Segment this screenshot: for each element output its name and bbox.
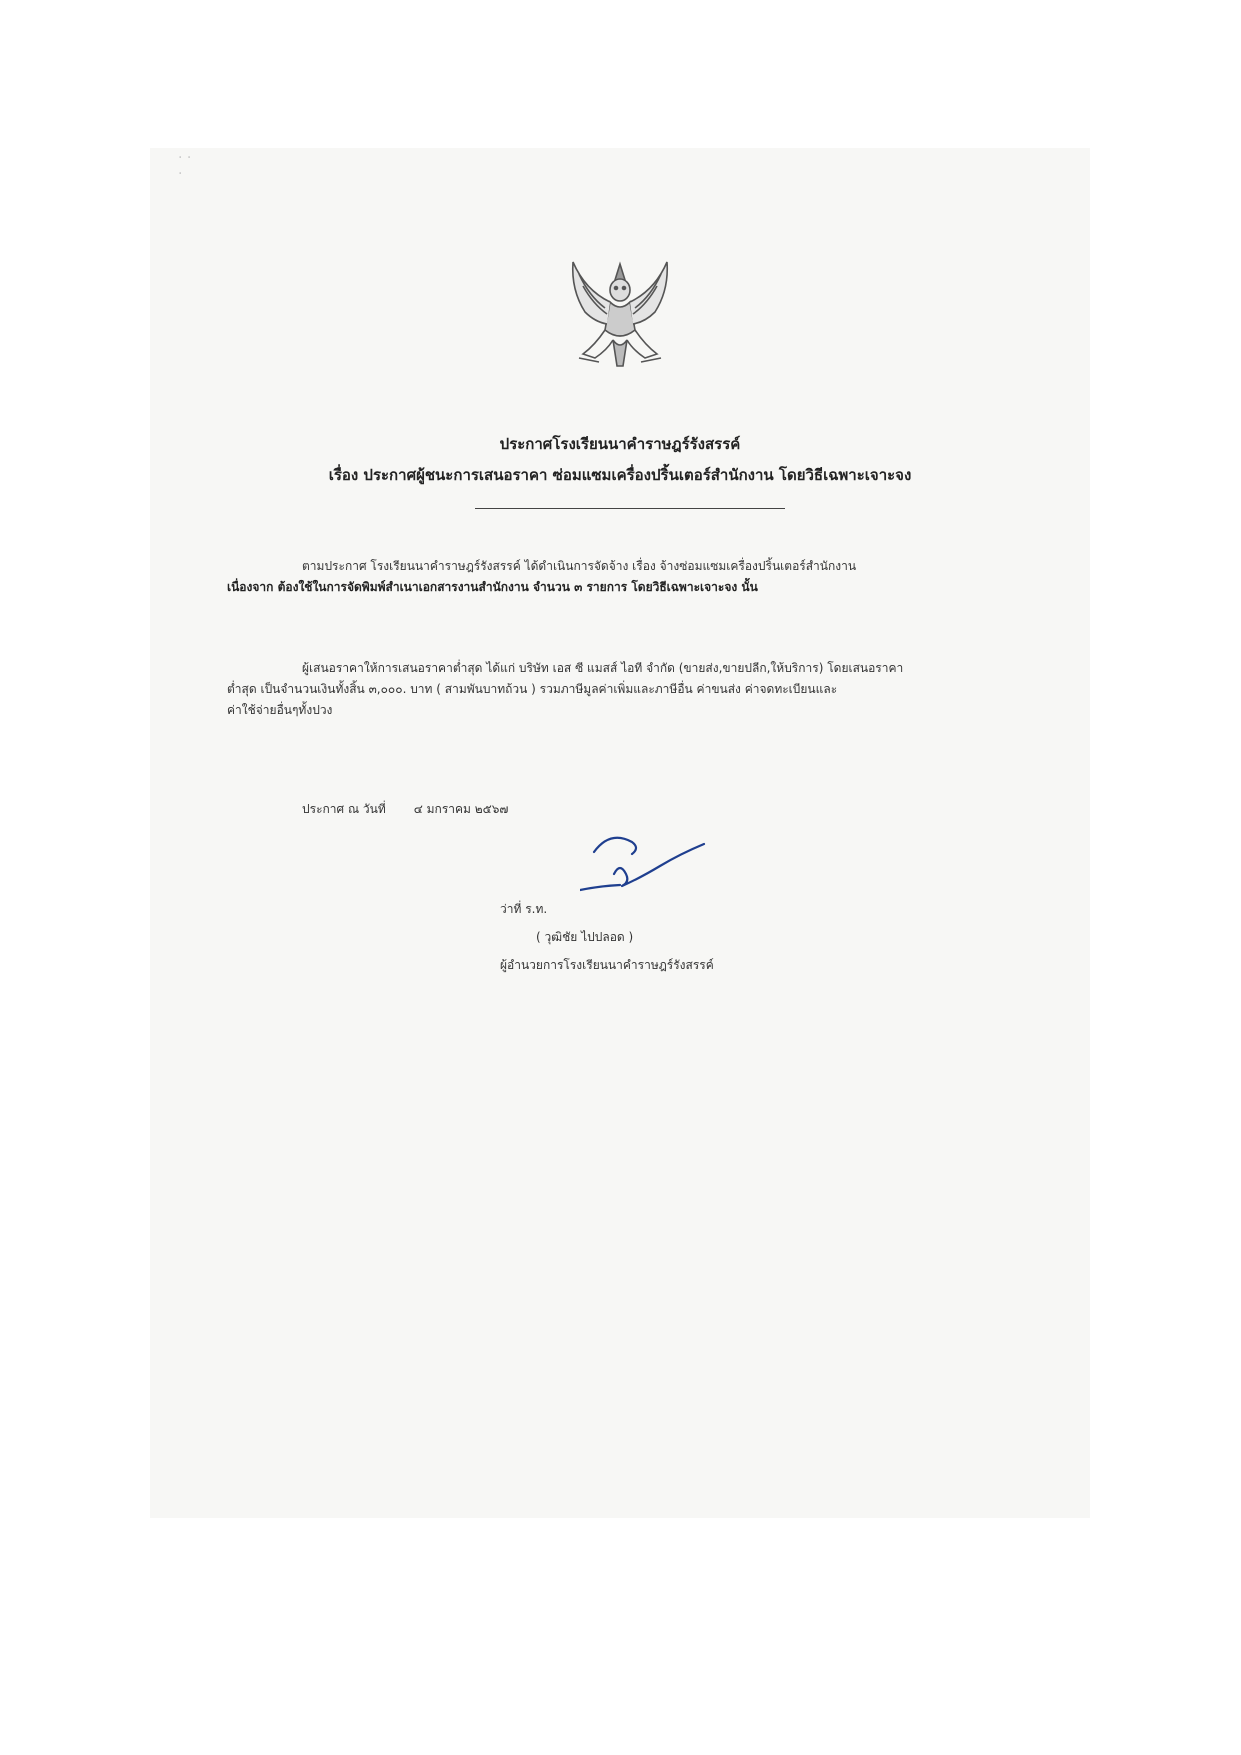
garuda-emblem-icon xyxy=(555,250,685,380)
paragraph-2-line-2: ต่ำสุด เป็นจำนวนเงินทั้งสิ้น ๓,๐๐๐. บาท ( สามพันบาทถ้วน ) รวมภาษีมูลค่าเพิ่มและภาษีอื่น ค่าขนส่ง ค่าจดทะเบียนและ xyxy=(227,682,838,696)
announce-date-line xyxy=(302,800,508,819)
acting-rank: ว่าที่ ร.ท. xyxy=(500,902,548,916)
signer-title: ผู้อำนวยการโรงเรียนนาคำราษฎร์รังสรรค์ xyxy=(500,958,714,972)
signature-icon xyxy=(580,828,720,900)
paragraph-2-line-3: ค่าใช้จ่ายอื่นๆทั้งปวง xyxy=(227,703,333,717)
paragraph-winner xyxy=(227,658,1017,721)
paragraph-procurement xyxy=(227,556,1017,598)
title-underline xyxy=(475,508,785,509)
paragraph-2-line-1: ผู้เสนอราคาให้การเสนอราคาต่ำสุด ได้แก่ บริษัท เอส ซี แมสส์ ไอที จำกัด (ขายส่ง,ขายปลีก,ให้บริการ) โดยเสนอราคา xyxy=(302,661,904,675)
paragraph-1-line-2: เนื่องจาก ต้องใช้ในการจัดพิมพ์สำเนาเอกสารงานสำนักงาน จำนวน ๓ รายการ โดยวิธีเฉพาะเจาะจง นั้น xyxy=(227,580,758,594)
announcement-subject: เรื่อง ประกาศผู้ชนะการเสนอราคา ซ่อมแซมเครื่องปริ้นเตอร์สำนักงาน โดยวิธีเฉพาะเจาะจง xyxy=(328,466,912,484)
signer-name: ( วุฒิชัย ไปปลอด ) xyxy=(536,930,634,944)
scan-mark: · · · xyxy=(178,150,192,182)
announce-date: ๔ มกราคม ๒๕๖๗ xyxy=(413,802,509,816)
announce-label: ประกาศ ณ วันที่ xyxy=(302,802,386,816)
paragraph-1-line-1: ตามประกาศ โรงเรียนนาคำราษฎร์รังสรรค์ ได้ดำเนินการจัดจ้าง เรื่อง จ้างซ่อมแซมเครื่องปริ้นเตอร์สำนักงาน xyxy=(302,559,857,573)
announcement-title: ประกาศโรงเรียนนาคำราษฎร์รังสรรค์ xyxy=(499,435,741,453)
